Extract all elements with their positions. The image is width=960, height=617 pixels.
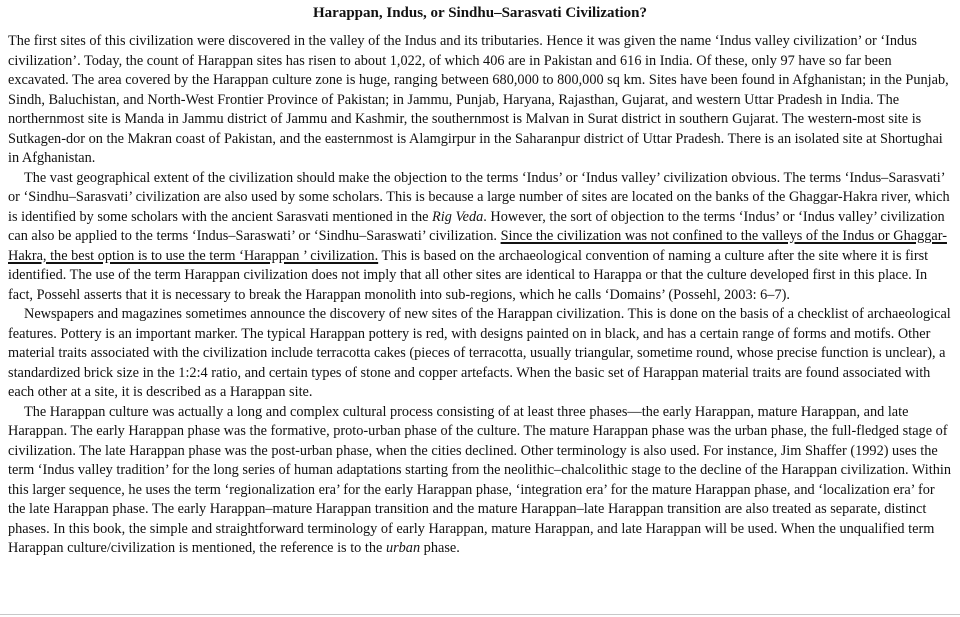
underlined-sentence: Since the civilization was not confined to the valleys of the Indus or Ghaggar-Hakra, the best option is to use the term ‘Harappan ’ civilization. (8, 228, 947, 264)
paragraph-2-italic-rig-veda: Rig Veda (432, 208, 484, 225)
paragraph-2-text-c: This is based on the archaeological convention of naming a culture after the site where it is first identified. The use of the term Harappan civilization does not imply that all other sites are identical to Harappa or that the culture developed first in this place. In fact, Possehl asserts that it is necessary to break the Harappan monolith into sub-regions, which he calls ‘Domains’ (Possehl, 2003: 6–7). (8, 247, 929, 303)
paragraph-2-text-a: The vast geographical extent of the civilization should make the objection to the terms ‘Indus’ or ‘Indus valley’ civilization obvious. The terms ‘Indus–Sarasvati’ or ‘Sindhu–Sarasvati’ civilization are also used by some scholars. This is because a large number of sites are located on the banks of the Ghaggar-Hakra river, which is identified by some scholars with the ancient Sarasvati mentioned in the (8, 169, 950, 225)
paragraph-4-text-b: phase. (420, 540, 460, 556)
document-title: Harappan, Indus, or Sindhu–Sarasvati Civilization? (313, 5, 647, 21)
paragraph-4 (8, 403, 952, 559)
paragraph-3: Newspapers and magazines sometimes announce the discovery of new sites of the Harappan civilization. This is done on the basis of a checklist of archaeological features. Pottery is an important marker. The typical Harappan pottery is red, with designs painted on in black, and has a certain range of forms and motifs. Other material traits associated with the civilization include terracotta cakes (pieces of terracotta, usually triangular, sometime round, whose precise function is unclear), a standardized brick size in the 1:2:4 ratio, and certain types of stone and copper artefacts. When the basic set of Harappan material traits are found associated with each other at a site, it is described as a Harappan site. (8, 306, 951, 400)
paragraph-2 (8, 169, 952, 306)
paragraph-2-text-b: . However, the sort of objection to the terms ‘Indus’ or ‘Indus valley’ civilization can also be applied to the terms ‘Indus–Saraswati’ or ‘Sindhu–Saraswati’ civilization. (8, 208, 945, 244)
paragraph-1: The first sites of this civilization were discovered in the valley of the Indus and its tributaries. Hence it was given the name ‘Indus valley civilization’ or ‘Indus civilization’. Today, the count of Harappan sites has risen to about 1,022, of which 406 are in Pakistan and 616 in India. Of these, only 97 have so far been excavated. The area covered by the Harappan culture zone is huge, ranging between 680,000 to 800,000 sq km. Sites have been found in Afghanistan; in the Punjab, Sindh, Baluchistan, and North-West Frontier Province of Pakistan; in Jammu, Punjab, Haryana, Rajasthan, Gujarat, and western Uttar Pradesh in India. The northernmost site is Manda in Jammu district of Jammu and Kashmir, the southernmost is Malvan in Surat district in southern Gujarat. The western-most site is Sutkagen-dor on the Makran coast of Pakistan, and the easternmost is Alamgirpur in the Saharanpur district of Uttar Pradesh. There is an isolated site at Shortughai in Afghanistan. (8, 33, 949, 166)
paragraph-4-italic-urban: urban (385, 540, 421, 556)
bottom-divider (0, 614, 960, 615)
paragraph-4-text-a: The Harappan culture was actually a long and complex cultural process consisting of at least three phases—the early Harappan, mature Harappan, and late Harappan. The early Harappan phase was the formative, proto-urban phase of the culture. The mature Harappan phase was the urban phase, the full-fledged stage of civilization. The late Harappan phase was the post-urban phase, when the cities declined. Other terminology is also used. For instance, Jim Shaffer (1992) uses the term ‘Indus valley tradition’ for the long series of human adaptations starting from the neolithic–chalcolithic stage to the decline of the Harappan civilization. Within this larger sequence, he uses the term ‘regionalization era’ for the early Harappan phase, ‘integration era’ for the mature Harappan phase, and ‘localization era’ for the late Harappan phase. The early Harappan–mature Harappan transition and the mature Harappan–late Harappan transition are also treated as separate, distinct phases. In this book, the simple and straightforward terminology of early Harappan, mature Harappan, and late Harappan will be used. When the unqualified term Harappan culture/civilization is mentioned, the reference is to the (8, 403, 952, 556)
